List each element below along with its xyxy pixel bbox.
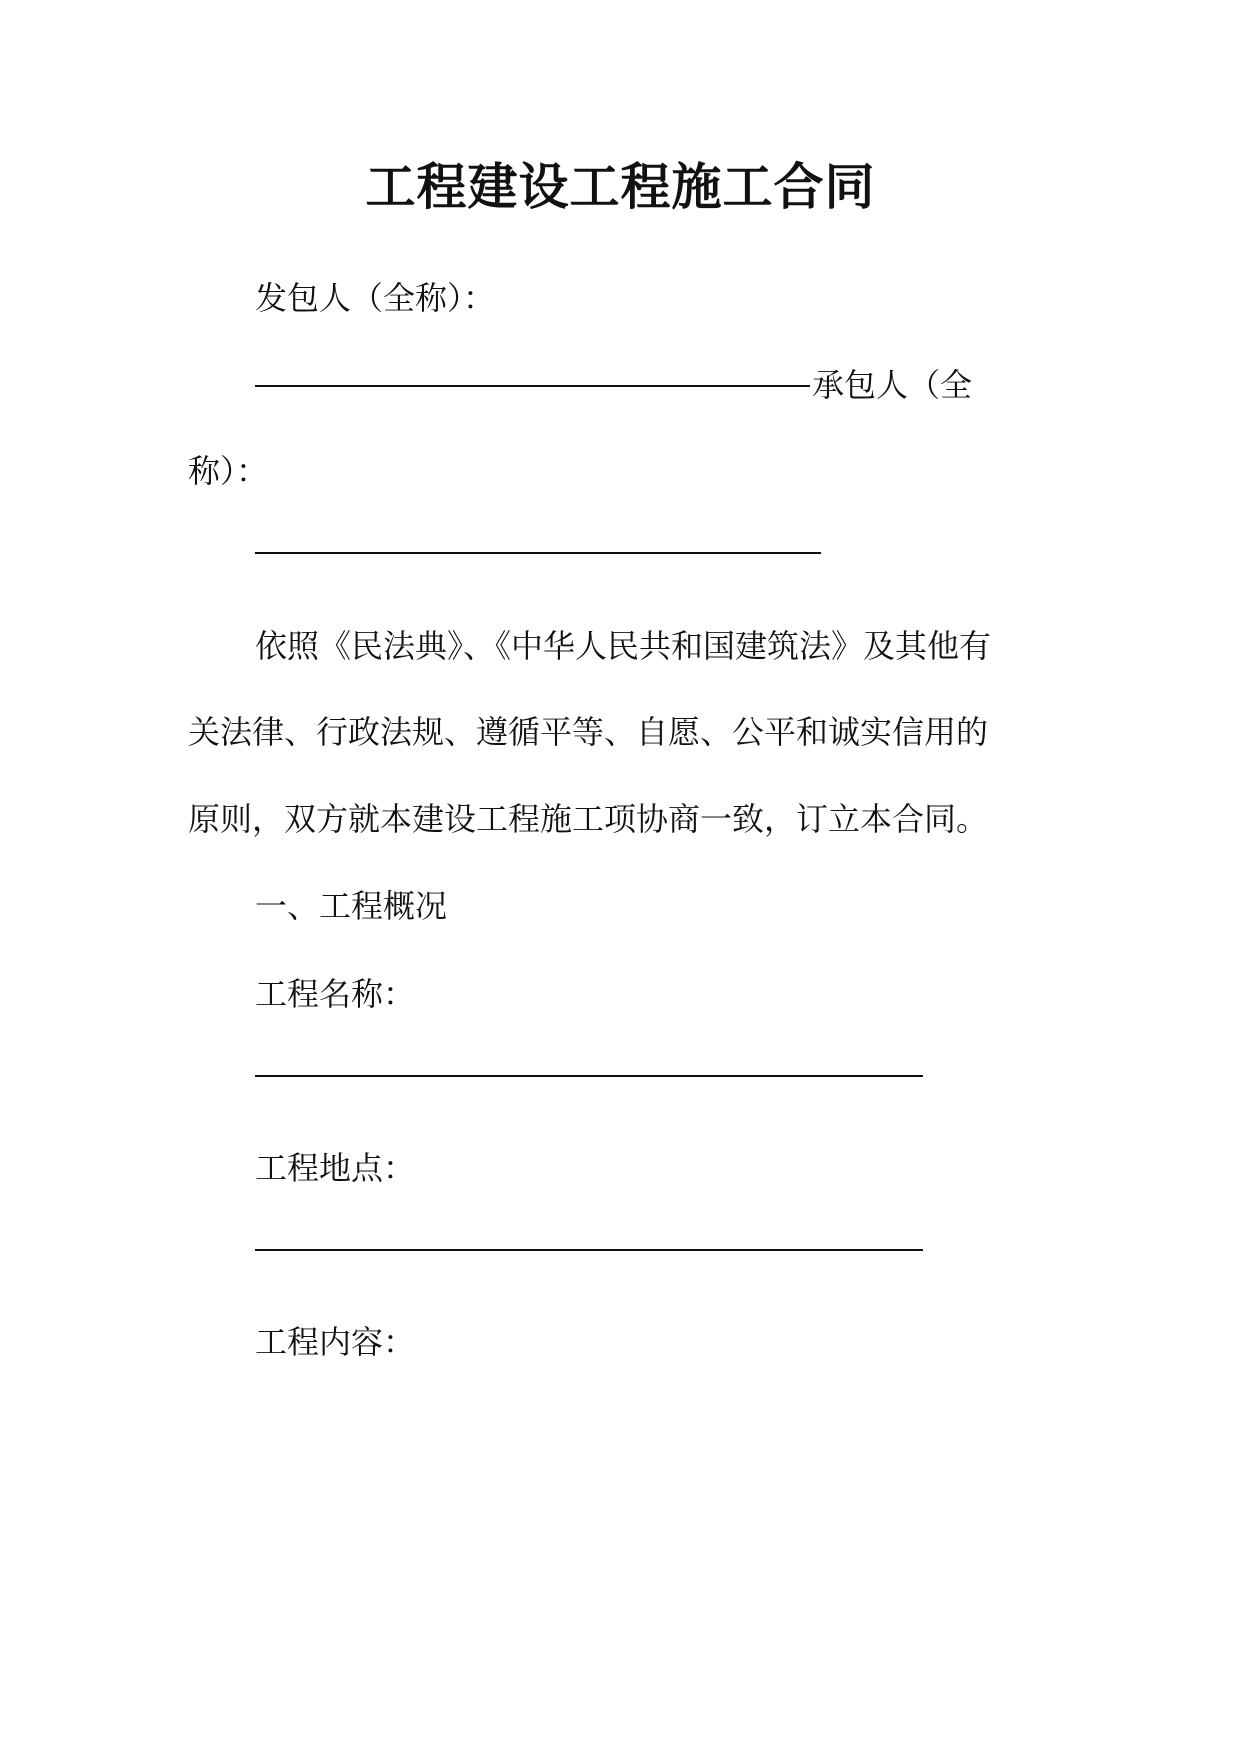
section-heading: 一、工程概况 xyxy=(255,887,448,925)
contractor-label-part2: 称）： xyxy=(188,452,269,490)
project-name-label: 工程名称： xyxy=(255,975,416,1013)
preamble-line-2: 关法律、行政法规、遵循平等、自愿、公平和诚实信用的 xyxy=(188,713,989,751)
employer-label: 发包人（全称）： xyxy=(255,279,496,317)
project-name-blank xyxy=(255,1075,923,1077)
project-content-label: 工程内容： xyxy=(255,1323,416,1361)
preamble-line-1: 依照《民法典》、《中华人民共和国建筑法》及其他有 xyxy=(255,627,992,665)
contractor-label-part1: 承包人（全 xyxy=(812,366,973,404)
project-location-label: 工程地点： xyxy=(255,1149,416,1187)
document-title: 工程建设工程施工合同 xyxy=(365,157,876,216)
contractor-name-blank xyxy=(255,552,821,554)
contractor-line xyxy=(255,365,972,405)
preamble-line-3: 原则，双方就本建设工程施工项协商一致，订立本合同。 xyxy=(188,800,989,838)
project-location-blank xyxy=(255,1249,923,1251)
employer-name-blank xyxy=(255,385,810,387)
